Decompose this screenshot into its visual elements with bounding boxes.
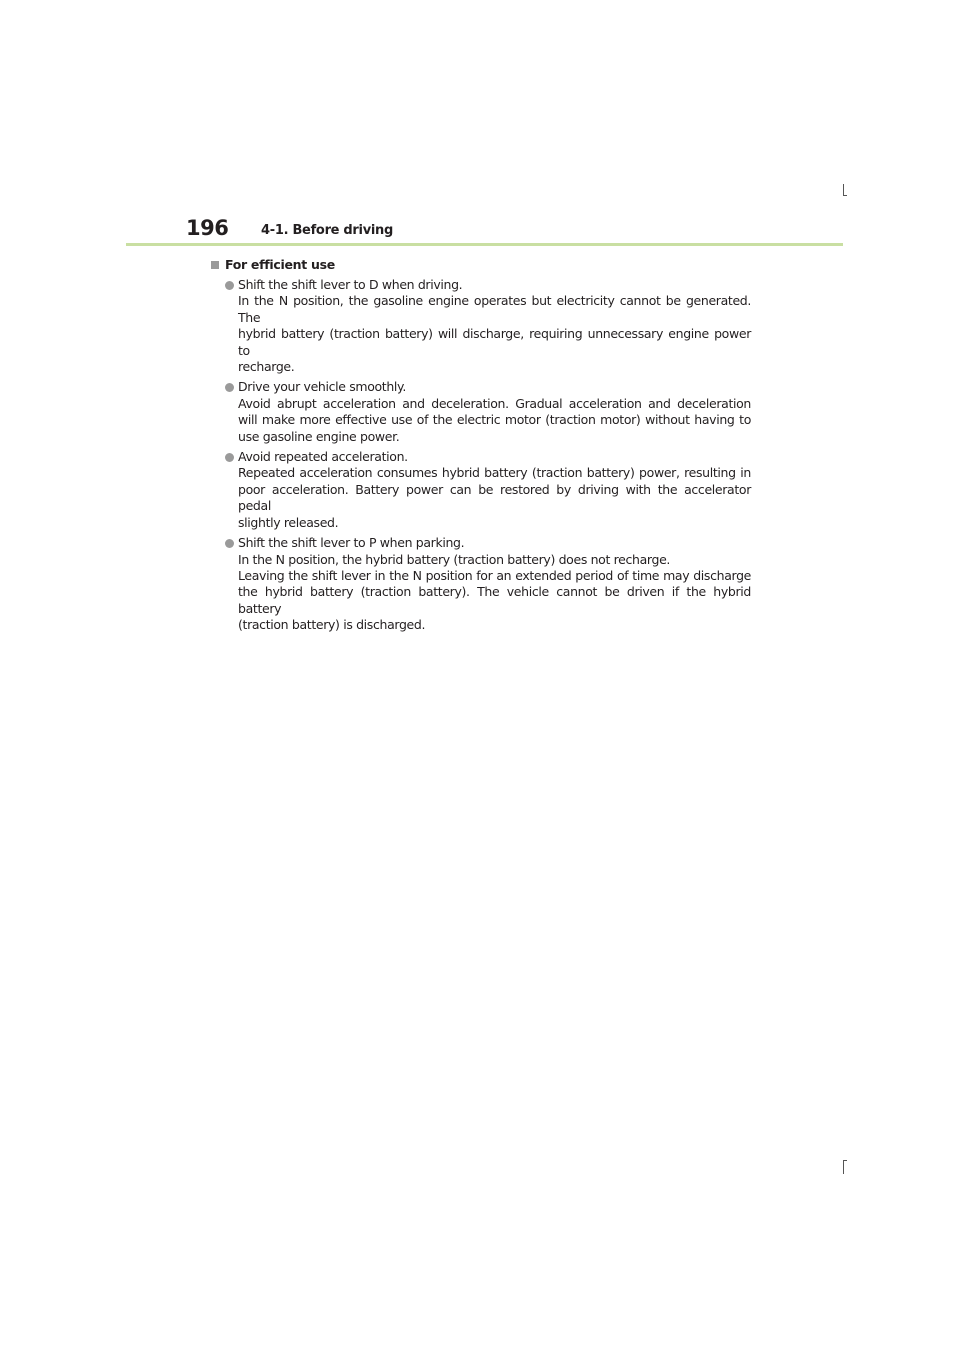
item-text: Repeated acceleration consumes hybrid battery (traction battery) power, resulting in [238,465,751,481]
crop-mark-top [843,184,844,196]
circle-bullet-icon [225,453,234,462]
item-text: In the N position, the gasoline engine operates but electricity cannot be generated. The [238,293,751,325]
content-section [211,256,751,634]
item-text: use gasoline engine power. [238,428,400,444]
circle-bullet-icon [225,539,234,548]
circle-bullet-icon [225,383,234,392]
item-text: In the N position, the hybrid battery (traction battery) does not recharge. [238,551,671,567]
item-text: will make more effective use of the electric motor (traction motor) without having to [238,412,751,428]
item-text: poor acceleration. Battery power can be restored by driving with the accelerator pedal [238,481,751,514]
header-rule [126,243,843,246]
item-title: Avoid repeated acceleration. [238,449,408,465]
item-text: the hybrid battery (traction battery). The vehicle cannot be driven if the hybrid battery [238,584,751,616]
list-item [211,379,751,445]
item-text: hybrid battery (traction battery) will discharge, requiring unnecessary engine power to [238,326,751,358]
item-title: Shift the shift lever to P when parking. [238,535,465,551]
section-header: 4-1. Before driving [261,223,393,238]
list-item [211,449,751,531]
square-bullet-icon [211,261,219,269]
item-text: slightly released. [238,514,339,530]
item-text: Leaving the shift lever in the N position for an extended period of time may discharge [238,567,751,583]
item-text: Avoid abrupt acceleration and deceleration. Gradual acceleration and deceleration [238,395,751,411]
list-item [211,277,751,375]
subheading [211,256,751,273]
item-title: Drive your vehicle smoothly. [238,379,406,395]
item-text: (traction battery) is discharged. [238,617,426,633]
item-text: recharge. [238,359,295,375]
page-number: 196 [186,216,229,240]
subheading-text: For efficient use [225,257,335,272]
item-title: Shift the shift lever to D when driving. [238,277,463,292]
list-item [211,535,751,633]
crop-mark-bottom [843,1160,844,1174]
circle-bullet-icon [225,281,234,290]
